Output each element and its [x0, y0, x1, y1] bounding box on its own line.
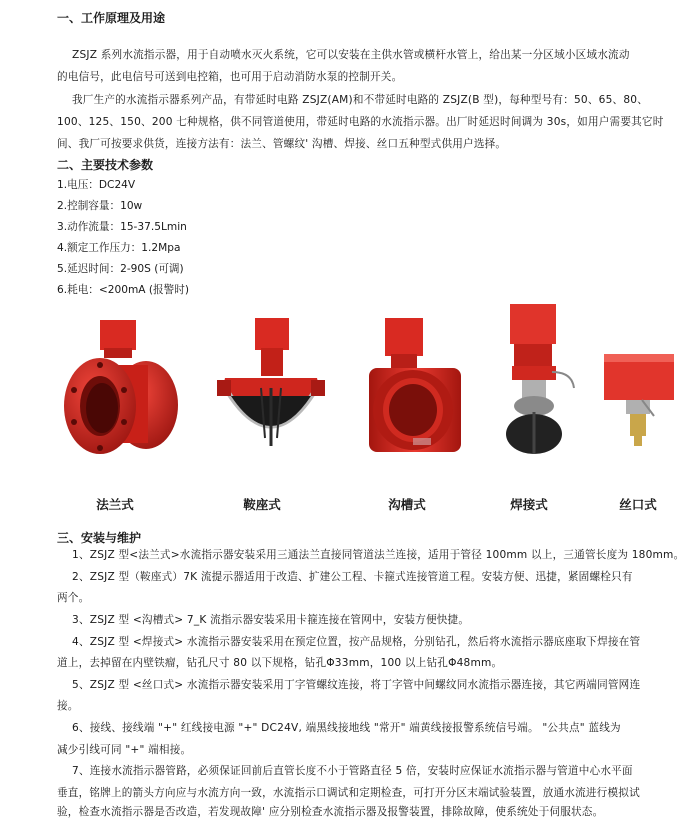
paragraph-line: 7、连接水流指示器管路，必须保证回前后直管长度不小于管路直径 5 倍，安装时应保证水流指示器与管道中心水平面 [72, 765, 633, 777]
saddle-type-product-image [205, 318, 335, 463]
weld-type-product-image [492, 300, 592, 465]
product-caption: 沟槽式 [388, 497, 426, 512]
groove-type-product-image [355, 318, 475, 463]
section-heading-specs: 二、主要技术参数 [57, 158, 154, 172]
spec-item: 2.控制容量：10w [57, 200, 143, 212]
spec-item: 1.电压：DC24V [57, 179, 136, 191]
paragraph-line: 5、ZSJZ 型 <丝口式> 水流指示器安装采用丁字管螺纹连接，将丁字管中间螺纹同水流指示器连接，其它两端同管网连 [72, 679, 641, 691]
paragraph-line: 2、ZSJZ 型（鞍座式）7K 流提示器适用于改造、扩建公工程、卡箍式连接管道工程。安装方便、迅捷，紧固螺栓只有 [72, 571, 633, 583]
section-heading-principle: 一、工作原理及用途 [57, 11, 166, 25]
section-heading-installation: 三、安装与维护 [57, 531, 142, 545]
product-caption: 鞍座式 [243, 497, 281, 512]
paragraph-line: 100、125、150、200 七种规格，供不同管道使用，带延时电路的水流指示器。出厂时延迟时间调为 30s，如用户需要其它时 [57, 116, 664, 128]
product-caption: 丝口式 [619, 497, 657, 512]
paragraph-line: 6、接线、接线端 "+" 红线接电源 "+" DC24V, 端黑线接地线 "常开" 端黄线接报警系统信号端。 "公共点" 蓝线为 [72, 722, 621, 734]
paragraph-line: 4、ZSJZ 型 <焊接式> 水流指示器安装采用在预定位置，按产品规格，分别钻孔，然后将水流指示器底座取下焊接在管 [72, 636, 641, 648]
flange-type-product-image [60, 320, 180, 460]
paragraph-line: 间、我厂可按要求供货，连接方法有：法兰、管螺纹' 沟槽、焊接、丝口五种型式供用户选择。 [57, 138, 507, 150]
paragraph-line: ZSJZ 系列水流指示器，用于自动喷水灭火系统，它可以安装在主供水管或横杆水管上，给出某一分区域小区域水流动 [72, 49, 630, 61]
spec-item: 6.耗电：<200mA (报警时) [57, 284, 189, 296]
paragraph-line: 1、ZSJZ 型<法兰式>水流指示器安装采用三通法兰直接同管道法兰连接，适用于管径 100mm 以上，三通管长度为 180mm。 [72, 549, 685, 561]
spec-item: 4.额定工作压力：1.2Mpa [57, 242, 181, 254]
product-caption: 法兰式 [96, 497, 134, 512]
paragraph-line: 减少引线可同 "+" 端相接。 [57, 744, 192, 756]
paragraph-line: 验，检查水流指示器是否改造，若发现故障' 应分别检查水流指示器及报警装置，排除故障，使系统处于伺服状态。 [57, 806, 604, 818]
paragraph-line: 3、ZSJZ 型 <沟槽式> 7_K 流指示器安装采用卡箍连接在管网中，安装方便快捷。 [72, 614, 470, 626]
paragraph-line: 道上，去掉留在内壁铁瘤，钻孔尺寸 80 以下规格，钻孔Φ33mm，100 以上钻孔Φ48mm。 [57, 657, 503, 669]
paragraph-line: 垂直，铭牌上的箭头方向应与水流方向一致，水流指示口调试和定期检查，可打开分区末端试验装置，放通水流进行模拟试 [57, 787, 640, 799]
paragraph-line: 两个。 [57, 592, 90, 604]
paragraph-line: 我厂生产的水流指示器系列产品，有带延时电路 ZSJZ(AM)和不带延时电路的 ZSJZ(B 型)，每种型号有：50、65、80、 [72, 94, 649, 106]
spec-item: 3.动作流量：15-37.5Lmin [57, 221, 187, 233]
paragraph-line: 的电信号，此电信号可送到电控箱，也可用于启动消防水泵的控制开关。 [57, 71, 403, 83]
paragraph-line: 接。 [57, 700, 79, 712]
product-caption: 焊接式 [510, 497, 548, 512]
thread-type-product-image [596, 340, 686, 450]
spec-item: 5.延迟时间：2-90S (可调) [57, 263, 184, 275]
